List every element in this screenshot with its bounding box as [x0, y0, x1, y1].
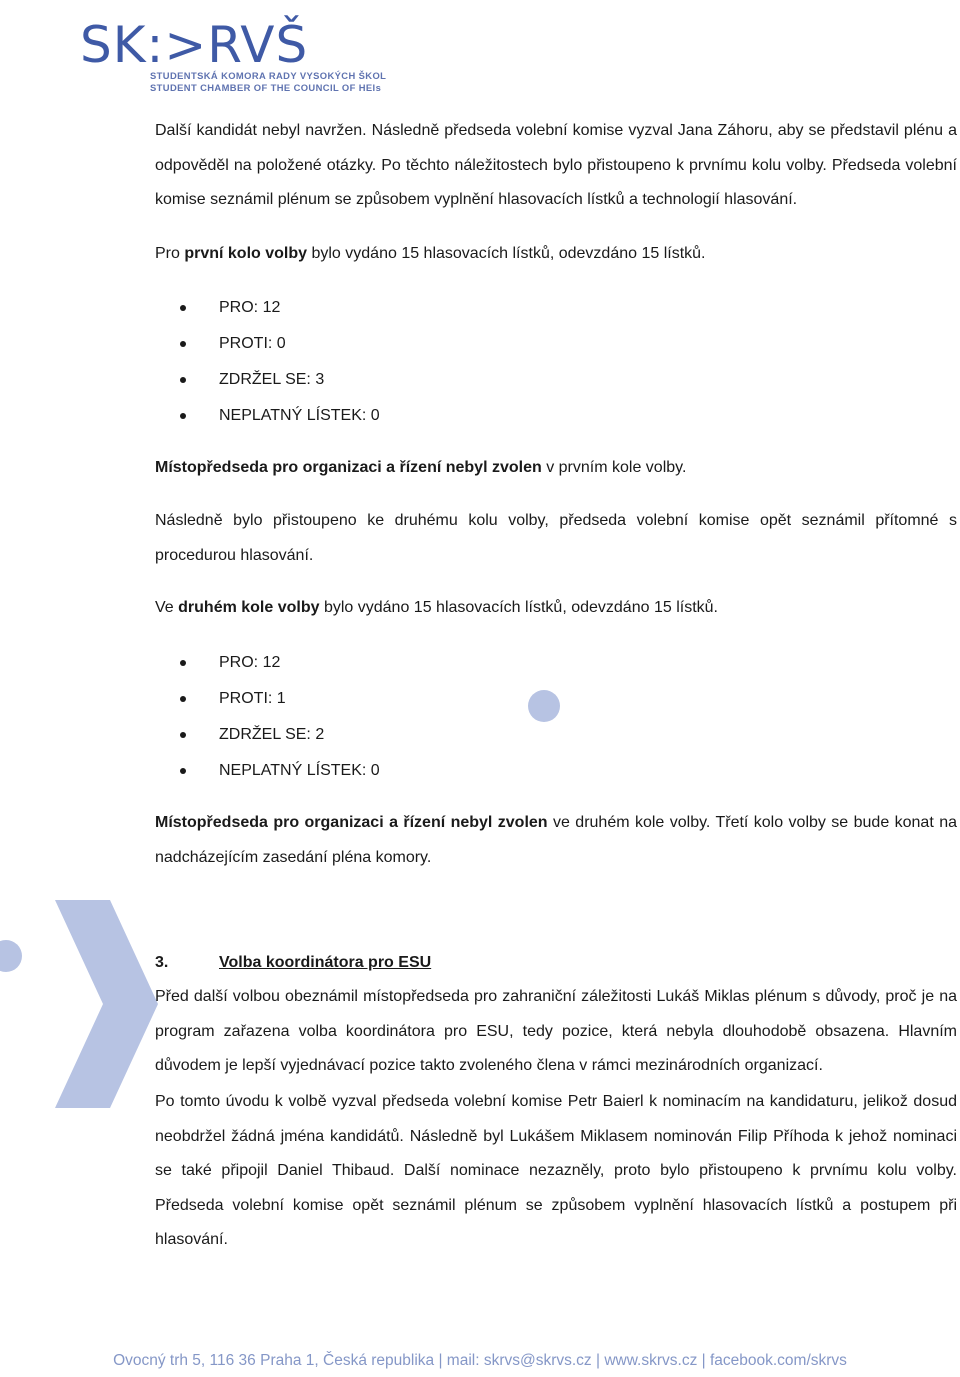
bullet-icon: [180, 696, 186, 702]
paragraph-round2-ballots: Ve druhém kole volby bylo vydáno 15 hlasovacích lístků, odevzdáno 15 lístků.: [155, 599, 718, 616]
bullet-icon: [180, 732, 186, 738]
list-item: NEPLATNÝ LÍSTEK: 0: [155, 753, 380, 789]
logo-text: SK:>RVŠ: [80, 16, 309, 70]
list-item: NEPLATNÝ LÍSTEK: 0: [155, 398, 380, 434]
section-heading: [155, 946, 431, 980]
bullet-icon: [180, 305, 186, 311]
list-item: PRO: 12: [155, 645, 380, 681]
bullet-icon: [180, 341, 186, 347]
round2-results-list: [155, 645, 380, 789]
paragraph-round2-result: Místopředseda pro organizaci a řízení nebyl zvolen ve druhém kole volby. Třetí kolo volby se bude konat na nadcházejícím zasedání pléna komory.: [155, 814, 957, 866]
bold-second-round: druhém kole volby: [178, 599, 320, 616]
paragraph-esu-intro: Před další volbou obeznámil místopředseda pro zahraniční záležitosti Lukáš Miklas plénum s důvody, proč je na program zařazena volba koordinátora pro ESU, tedy pozice, která nebyla dlouhodobě obsazena. Hlavním důvodem je lepší vyjednávací pozice takto zvoleného člena v rámci mezinárodních organizací.: [155, 988, 957, 1074]
paragraph-candidate-intro: Další kandidát nebyl navržen. Následně předseda volební komise vyzval Jana Záhoru, aby se představil plénu a odpověděl na položené otázky. Po těchto náležitostech bylo přistoupeno k prvnímu kolu volby. Předseda volební komise seznámil plénum se způsobem vyplnění hlasovacích lístků a technologií hlasování.: [155, 122, 957, 208]
list-item: ZDRŽEL SE: 2: [155, 717, 380, 753]
paragraph-second-round-intro: Následně bylo přistoupeno ke druhému kolu volby, předseda volební komise opět seznámil přítomné s procedurou hlasování.: [155, 512, 957, 564]
section-number: 3.: [155, 954, 169, 971]
bullet-icon: [180, 413, 186, 419]
paragraph-round1-ballots: Pro první kolo volby bylo vydáno 15 hlasovacích lístků, odevzdáno 15 lístků.: [155, 245, 706, 262]
footer-contact: Ovocný trh 5, 116 36 Praha 1, Česká republika | mail: skrvs@skrvs.cz | www.skrvs.cz | facebook.com/skrvs: [113, 1352, 847, 1369]
logo-subtitle-english: STUDENT CHAMBER OF THE COUNCIL OF HEIs: [150, 82, 382, 93]
bold-first-round: první kolo volby: [184, 245, 308, 262]
paragraph-esu-nominations: Po tomto úvodu k volbě vyzval předseda volební komise Petr Baierl k nominacím na kandidaturu, jelikož dosud neobdržel žádná jména kandidátů. Následně byl Lukášem Miklasem nominován Filip Příhoda k jehož nominaci se také připojil Daniel Thibaud. Další nominace nezazněly, proto bylo přistoupeno k prvnímu kolu volby. Předseda volební komise opět seznámil plénum se způsobem vyplnění hlasovacích lístků a postupem při hlasování.: [155, 1093, 957, 1248]
list-item: ZDRŽEL SE: 3: [155, 362, 380, 398]
logo: [80, 14, 387, 98]
list-item: PROTI: 1: [155, 681, 380, 717]
paragraph-round1-result: Místopředseda pro organizaci a řízení nebyl zvolen v prvním kole volby.: [155, 459, 687, 476]
bullet-icon: [180, 660, 186, 666]
watermark-chevron: [0, 900, 160, 1110]
skrvs-logo-mark: [80, 14, 370, 70]
list-item: PROTI: 0: [155, 326, 380, 362]
section-title: Volba koordinátora pro ESU: [219, 954, 432, 971]
round1-results-list: [155, 290, 380, 434]
bullet-icon: [180, 768, 186, 774]
logo-subtitle-czech: STUDENTSKÁ KOMORA RADY VYSOKÝCH ŠKOL: [150, 70, 387, 81]
list-item: PRO: 12: [155, 290, 380, 326]
watermark-circle-small: [527, 689, 561, 723]
bullet-icon: [180, 377, 186, 383]
